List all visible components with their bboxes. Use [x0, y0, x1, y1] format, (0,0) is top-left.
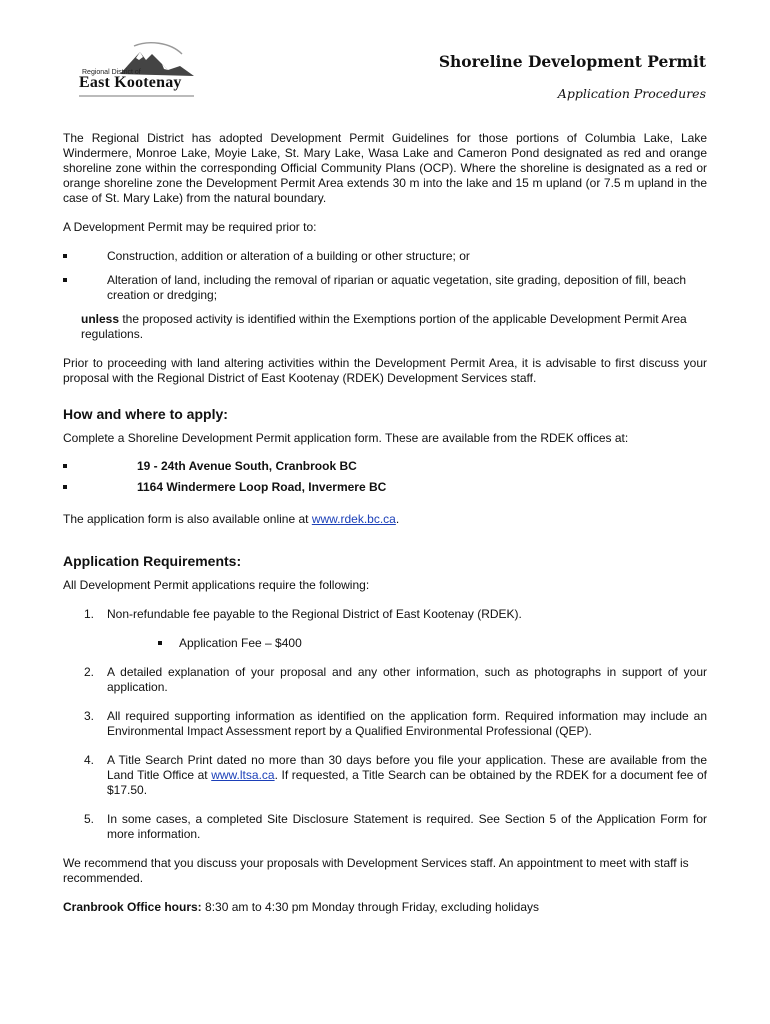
requirement-text: A detailed explanation of your proposal and any other information, such as photographs in support of your application. — [107, 665, 707, 694]
intro-paragraph: The Regional District has adopted Development Permit Guidelines for those portions of Columbia Lake, Lake Windermere, Monroe Lake, Moyie Lake, St. Mary Lake, Wasa Lake and Cameron Pond designated as red and orange shoreline zone within the corresponding Official Community Plans (OCP). Where the shoreline is designated as a red or orange shoreline zone the Development Permit Area extends 30 m into the lake and 15 m upland (or 7.5 m upland in the case of St. Mary Lake) from the natural boundary. — [63, 131, 707, 205]
unless-text: the proposed activity is identified within the Exemptions portion of the applicable Development Permit Area regulations. — [81, 312, 687, 341]
requirement-item — [63, 812, 707, 842]
required-intro: A Development Permit may be required prior to: — [63, 220, 317, 234]
item-number: 4. — [84, 753, 95, 767]
office-hours-text: 8:30 am to 4:30 pm Monday through Friday, excluding holidays — [201, 900, 539, 914]
office-hours — [63, 900, 707, 915]
requirement-item — [63, 709, 707, 739]
requirements-list — [63, 607, 707, 842]
logo-name-text: East Kootenay — [79, 74, 182, 91]
requirement-text: A Title Search Print dated no more than 30 days before you file your application. These are available from the Land Title Office at — [107, 753, 707, 782]
fee-line — [107, 636, 707, 651]
requirement-item — [63, 665, 707, 695]
square-bullet-icon — [63, 278, 67, 282]
required-list — [63, 249, 707, 303]
list-item-text: Alteration of land, including the removal of riparian or aquatic vegetation, site grading, deposition of fill, beach creation or dredging; — [107, 273, 687, 302]
square-bullet-icon — [63, 254, 67, 258]
item-number: 5. — [84, 812, 95, 826]
list-item — [63, 459, 707, 474]
requirement-item — [63, 607, 707, 651]
document-body — [63, 131, 707, 915]
offices-list — [63, 459, 707, 495]
square-bullet-icon — [63, 464, 67, 468]
office-address: 19 - 24th Avenue South, Cranbrook BC — [137, 459, 357, 473]
online-text-end: . — [395, 512, 400, 526]
requirements-heading: Application Requirements: — [63, 553, 242, 569]
recommend-paragraph: We recommend that you discuss your proposals with Development Services staff. An appointment to meet with staff is recommended. — [63, 856, 689, 885]
requirement-text: All required supporting information as identified on the application form. Required information may include an Environmental Impact Assessment report by a Qualified Environmental Professional (QEP). — [107, 709, 707, 738]
list-item — [63, 249, 707, 264]
office-hours-label: Cranbrook Office hours: — [63, 900, 202, 914]
rdek-logo — [76, 40, 196, 102]
item-number: 3. — [84, 709, 95, 723]
list-item — [63, 273, 707, 303]
item-number: 1. — [84, 607, 95, 621]
office-address: 1164 Windermere Loop Road, Invermere BC — [137, 480, 387, 494]
logo-small-text: Regional District of — [82, 69, 141, 76]
fee-text: Application Fee – $400 — [179, 636, 302, 650]
requirement-text: Non-refundable fee payable to the Regional District of East Kootenay (RDEK). — [107, 607, 522, 621]
requirement-item — [63, 753, 707, 798]
list-item — [63, 480, 707, 495]
ltsa-website-link[interactable]: www.ltsa.ca — [211, 768, 275, 782]
unless-bold: unless — [81, 312, 120, 326]
square-bullet-icon — [63, 485, 67, 489]
requirements-intro: All Development Permit applications require the following: — [63, 578, 370, 592]
how-paragraph: Complete a Shoreline Development Permit application form. These are available from the RDEK offices at: — [63, 431, 629, 445]
prior-paragraph: Prior to proceeding with land altering activities within the Development Permit Area, it is advisable to first discuss your proposal with the Regional District of East Kootenay (RDEK) Development Services staff. — [63, 356, 707, 385]
requirement-text: In some cases, a completed Site Disclosure Statement is required. See Section 5 of the Application Form for more information. — [107, 812, 707, 841]
document-subtitle: Application Procedures — [557, 86, 706, 101]
list-item-text: Construction, addition or alteration of a building or other structure; or — [107, 249, 470, 263]
online-text: The application form is also available online at — [63, 512, 312, 526]
rdek-website-link[interactable]: www.rdek.bc.ca — [311, 512, 396, 526]
unless-paragraph — [63, 312, 707, 342]
square-bullet-icon — [158, 641, 162, 645]
requirement-text-end: . If requested, a Title Search can be obtained by the RDEK for a document fee of $17.50. — [107, 768, 707, 797]
item-number: 2. — [84, 665, 95, 679]
document-title: Shoreline Development Permit — [438, 52, 706, 71]
online-paragraph — [63, 512, 707, 527]
how-heading: How and where to apply: — [63, 406, 228, 422]
